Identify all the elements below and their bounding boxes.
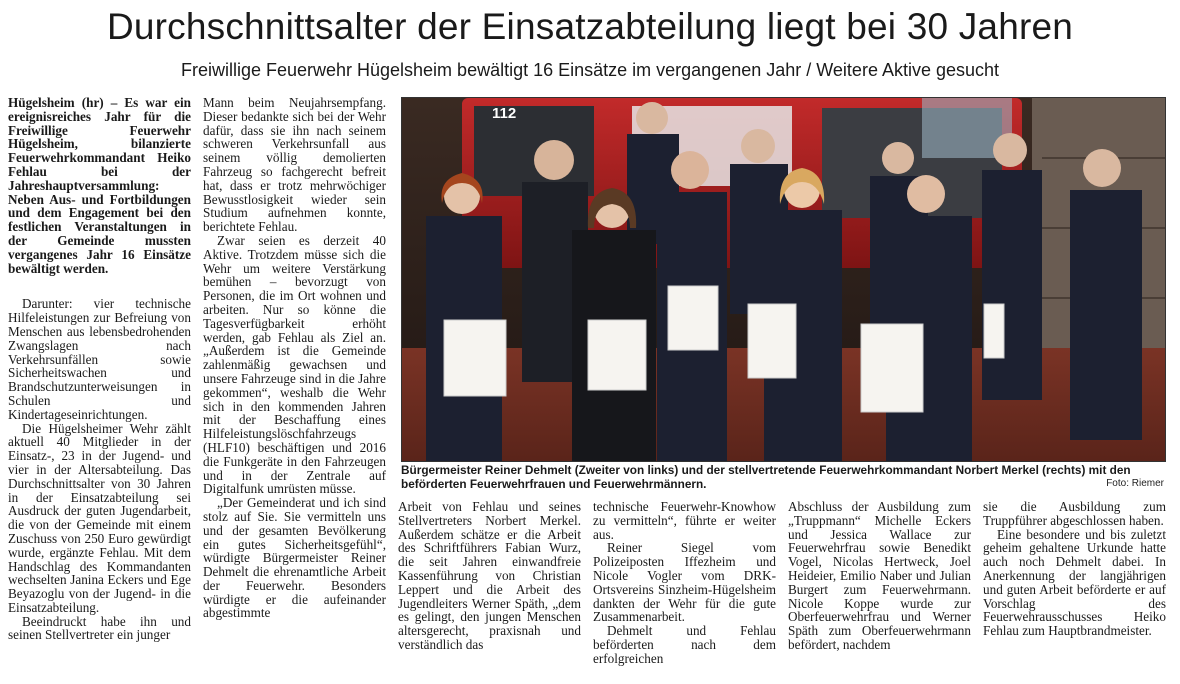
paragraph: Die Hügelsheimer Wehr zählt aktuell 40 Mitglieder in der Einsatz-, 23 in der Jugend- und vier in der Altersabteilung. Das Durchschnittsalter von 30 Jahren in der Einsatzabteilung sei Ausdruck der guten Jugendarbeit, die von der Gemeinde mit einem Zuschuss von 250 Euro gewürdigt wurde, ergänzte Fehlau. Mit dem Handschlag des Kommandanten wechselten Janina Eckers und Ege Beyazoglu von der Jugend- in die Einsatzabteilung. — [8, 420, 191, 615]
paragraph: sie die Ausbildung zum Truppführer abgeschlossen haben. — [983, 500, 1166, 528]
paragraph: technische Feuerwehr-Knowhow zu vermitteln“, führte er weiter aus. — [593, 500, 776, 542]
article-column-4 — [593, 500, 776, 684]
group-photo — [401, 97, 1166, 462]
paragraph: „Der Gemeinderat und ich sind stolz auf Sie. Sie vermitteln uns und der gesamten Bevölkerung ein gutes Sicherheitsgefühl“, würdigte Bürgermeister Reiner Dehmelt die ehrenamtliche Arbeit der Feuerwehr. Besonders würdigte er die aufeinander abgestimmte — [203, 495, 386, 621]
lead-paragraph: Hügelsheim (hr) – Es war ein ereignisreiches Jahr für die Freiwillige Feuerwehr Hügelsheim, bilanzierte Feuerwehrkommandant Heiko Fehlau bei der Jahreshauptversammlung: Neben Aus- und Fortbildungen und dem Engagement bei den festlichen Veranstaltungen in der Gemeinde mussten vergangenes Jahr 16 Einsätze bewältigt werden. — [8, 96, 191, 276]
article-column-2 — [203, 96, 386, 684]
article-column-1 — [8, 96, 191, 684]
paragraph: Arbeit von Fehlau und seines Stellvertreters Norbert Merkel. Außerdem schätze er die Arbeit des Schriftführers Fabian Wurz, die seit Jahren einwandfreie Kassenführung von Christian Leppert und die Arbeit des Jugendleiters Werner Späth, „dem es gelingt, den jungen Menschen altersgerecht, praxisnah und verständlich das — [398, 500, 581, 652]
headline: Durchschnittsalter der Einsatzabteilung liegt bei 30 Jahren — [106, 6, 1074, 47]
paragraph: Mann beim Neujahrsempfang. Dieser bedankte sich bei der Wehr dafür, dass sie ihn nach seinem schweren Verkehrsunfall aus seinem völlig demolierten Fahrzeug so fachgerecht befreit hat, dass er trotz mehrwöchiger Bewusstlosigkeit wieder sein Studium aufnehmen konnte, berichtete Fehlau. — [203, 96, 386, 235]
paragraph: Beeindruckt habe ihn und seinen Stellvertreter ein junger — [8, 613, 191, 643]
truck-number: 112 — [492, 105, 517, 122]
paragraph: Eine besondere und bis zuletzt geheim gehaltene Urkunde hatte auch noch Dehmelt dabei. In Anerkennung der langjährigen und guten Arbeit beförderte er auf Vorschlag des Feuerwehrausschusses Heiko Fehlau zum Hauptbrandmeister. — [983, 526, 1166, 639]
article-column-5 — [788, 500, 971, 684]
paragraph: Reiner Siegel vom Polizeiposten Iffezheim und Nicole Vogler vom DRK-Ortsvereins Sinzheim-Hügelsheim dankten der Wehr für die gute Zusammenarbeit. — [593, 540, 776, 625]
photo-credit: Foto: Riemer — [1106, 478, 1164, 489]
paragraph: Zwar seien es derzeit 40 Aktive. Trotzdem müsse sich die Wehr um weitere Verstärkung bemühen – bevorzugt von Personen, die im Ort wohnen und arbeiten. Nur so könne die Tagesverfügbarkeit erhöht werden, gab Fehlau als Ziel an. „Außerdem ist die Gemeinde zahlenmäßig gewachsen und unsere Fahrzeuge sind in die Jahre gekommen“, weshalb die Wehr sich in den kommenden Jahren mit der Beschaffung eines Hilfeleistungslöschfahrzeugs (HLF10) beschäftigen und 2016 die Funkgeräte in den Fahrzeugen und in der Zentrale auf Digitalfunk umrüsten müsse. — [203, 232, 386, 497]
article-column-3 — [398, 500, 581, 684]
article-column-6 — [983, 500, 1166, 684]
paragraph: Dehmelt und Fehlau beförderten nach dem erfolgreichen — [593, 623, 776, 666]
photo-caption: Bürgermeister Reiner Dehmelt (Zweiter von links) und der stellvertretende Feuerwehrkommandant Norbert Merkel (rechts) mit den beförderten Feuerwehrfrauen und Feuerwehrmännern. — [401, 463, 1131, 491]
paragraph: Abschluss der Ausbildung zum „Truppmann“ Michelle Eckers und Jessica Wallace zur Feuerwehrfrau sowie Benedikt Vogel, Nicolas Hertweck, Joel Heideier, Emilio Naber und Julian Burgert zum Feuerwehrmann. Nicole Koppe wurde zur Oberfeuerwehrfrau und Werner Späth zum Oberfeuerwehrmann befördert, nachdem — [788, 500, 971, 652]
paragraph: Darunter: vier technische Hilfeleistungen zur Befreiung von Menschen aus lebensbedrohenden Zwangslagen nach Verkehrsunfällen sowie Sicherheitswachen und Brandschutzunterweisungen in Schulen und Kindertageseinrichtungen. — [8, 296, 191, 422]
subheadline: Freiwillige Feuerwehr Hügelsheim bewältigt 16 Einsätze im vergangenen Jahr / Weitere Aktive gesucht — [180, 60, 1000, 80]
